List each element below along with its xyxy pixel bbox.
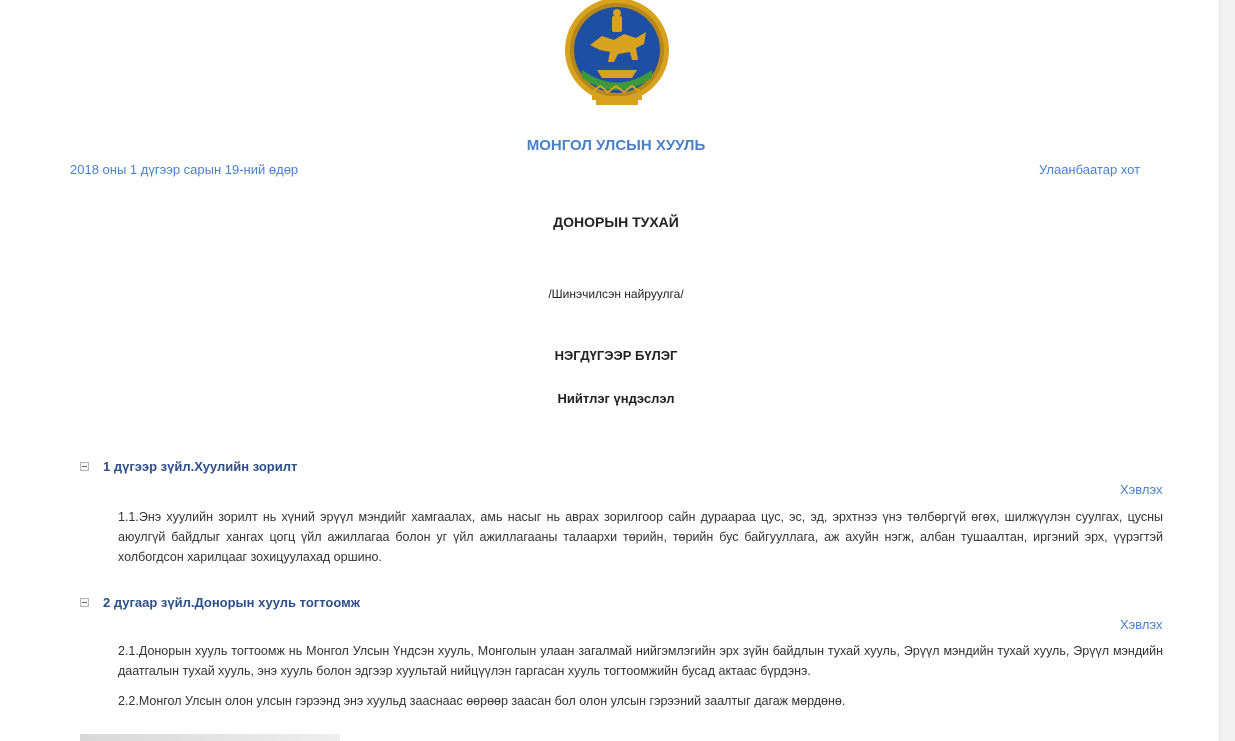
next-article-header-cutoff bbox=[80, 734, 340, 741]
article-header[interactable] bbox=[80, 458, 297, 474]
article-paragraph: 1.1.Энэ хуулийн зорилт нь хүний эрүүл мэндийг хамгаалах, амь насыг нь аврах зорилгоор сайн дураараа цус, эс, эд, эрхтнээ үнэ төлбөргүй өгөх, шилжүүлэн суулгах, цусны аюулгүй байдлыг хангах цогц үйл ажиллагаа болон уг үйл ажиллагааны талаархи төрийн, төрийн бус байгууллага, аж ахуйн нэгж, албан тушаалтан, иргэний эрх, үүрэгтэй холбогдсон харилцааг зохицуулахад оршино. bbox=[118, 510, 1163, 564]
article-header[interactable] bbox=[80, 594, 360, 610]
chapter-subtitle: Нийтлэг үндэслэл bbox=[557, 391, 675, 406]
collapse-minus-icon[interactable] bbox=[80, 462, 89, 471]
edition-note: /Шинэчилсэн найруулга/ bbox=[548, 287, 684, 301]
state-emblem-icon bbox=[562, 0, 672, 110]
document-title: ДОНОРЫН ТУХАЙ bbox=[553, 214, 679, 230]
article-title[interactable]: 2 дугаар зүйл.Донорын хууль тогтоомж bbox=[103, 594, 360, 610]
article-title[interactable]: 1 дүгээр зүйл.Хуулийн зорилт bbox=[103, 458, 298, 474]
vertical-scrollbar[interactable] bbox=[1219, 0, 1235, 741]
print-link[interactable]: Хэвлэх bbox=[1120, 482, 1163, 497]
enactment-place: Улаанбаатар хот bbox=[1039, 162, 1141, 177]
article-paragraph: 2.1.Донорын хууль тогтоомж нь Монгол Улсын Үндсэн хууль, Монголын улаан загалмай нийгэмлэгийн эрх зүйн байдлын тухай хууль, Эрүүл мэндийн тухай хууль, Эрүүл мэндийн даатгалын тухай хууль, энэ хууль болон эдгээр хуультай нийцүүлэн гаргасан хууль тогтоомжийн бусад актаас бүрдэнэ. bbox=[118, 644, 1163, 678]
law-type-heading: МОНГОЛ УЛСЫН ХУУЛЬ bbox=[526, 137, 706, 154]
print-link[interactable]: Хэвлэх bbox=[1120, 617, 1163, 632]
article-paragraph: 2.2.Монгол Улсын олон улсын гэрээнд энэ хуульд зааснаас өөрөөр заасан бол олон улсын гэрээний заалтыг дагаж мөрдөнө. bbox=[118, 694, 846, 708]
chapter-heading: НЭГДҮГЭЭР БҮЛЭГ bbox=[554, 348, 678, 363]
collapse-minus-icon[interactable] bbox=[80, 598, 89, 607]
enactment-date: 2018 оны 1 дүгээр сарын 19-ний өдөр bbox=[70, 162, 299, 177]
